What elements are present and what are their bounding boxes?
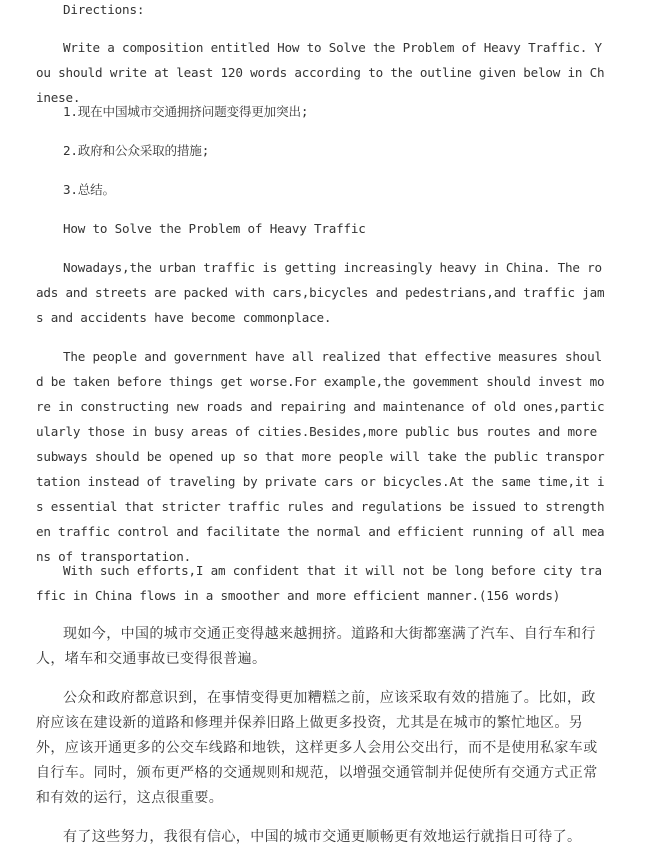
essay-title: How to Solve the Problem of Heavy Traffic [63, 221, 366, 236]
english-paragraph-3: With such efforts,I am confident that it will not be long before city traffic in China flows in a smoother and more efficient manner.(156 words) [36, 563, 602, 603]
english-paragraph-2: The people and government have all realized that effective measures should be taken before things get worse.For example,the govemment should invest more in constructing new roads and repairing and maintenance of old ones,particularly those in busy areas of cities.Besides,more public bus routes and more subways should be opened up so that more people will take the public transportation instead of traveling by private cars or bicycles.At the same time,it is essential that stricter traffic rules and regulations be issued to strengthen traffic control and facilitate the normal and efficient running of all means of transportation. [36, 349, 605, 564]
outline-item-3: 3.总结。 [63, 182, 115, 197]
chinese-paragraph-3: 有了这些努力，我很有信心，中国的城市交通更顺畅更有效地运行就指日可待了。 [63, 829, 582, 845]
directions-label: Directions: [63, 2, 145, 17]
chinese-paragraph-2: 公众和政府都意识到，在事情变得更加糟糕之前，应该采取有效的措施了。比如，政府应该在建设新的道路和修理并保养旧路上做更多投资，尤其是在城市的繁忙地区。另外，应该开通更多的公交车线路和地铁，这样更多人会用公交出行，而不是使用私家车或自行车。同时，颁布更严格的交通规则和规范，以增强交通管制并促使所有交通方式正常和有效的运行，这点很重要。 [36, 690, 598, 806]
outline-item-2: 2.政府和公众采取的措施; [63, 143, 210, 158]
chinese-paragraph-1: 现如今，中国的城市交通正变得越来越拥挤。道路和大街都塞满了汽车、自行车和行人，堵车和交通事故已变得很普遍。 [36, 626, 596, 667]
english-paragraph-1: Nowadays,the urban traffic is getting increasingly heavy in China. The roads and streets are packed with cars,bicycles and pedestrians,and traffic jams and accidents have become commonplace. [36, 260, 605, 325]
outline-item-1: 1.现在中国城市交通拥挤问题变得更加突出; [63, 104, 309, 119]
instruction-text: Write a composition entitled How to Solve the Problem of Heavy Traffic. You should write at least 120 words according to the outline given below in Chinese. [36, 40, 605, 105]
